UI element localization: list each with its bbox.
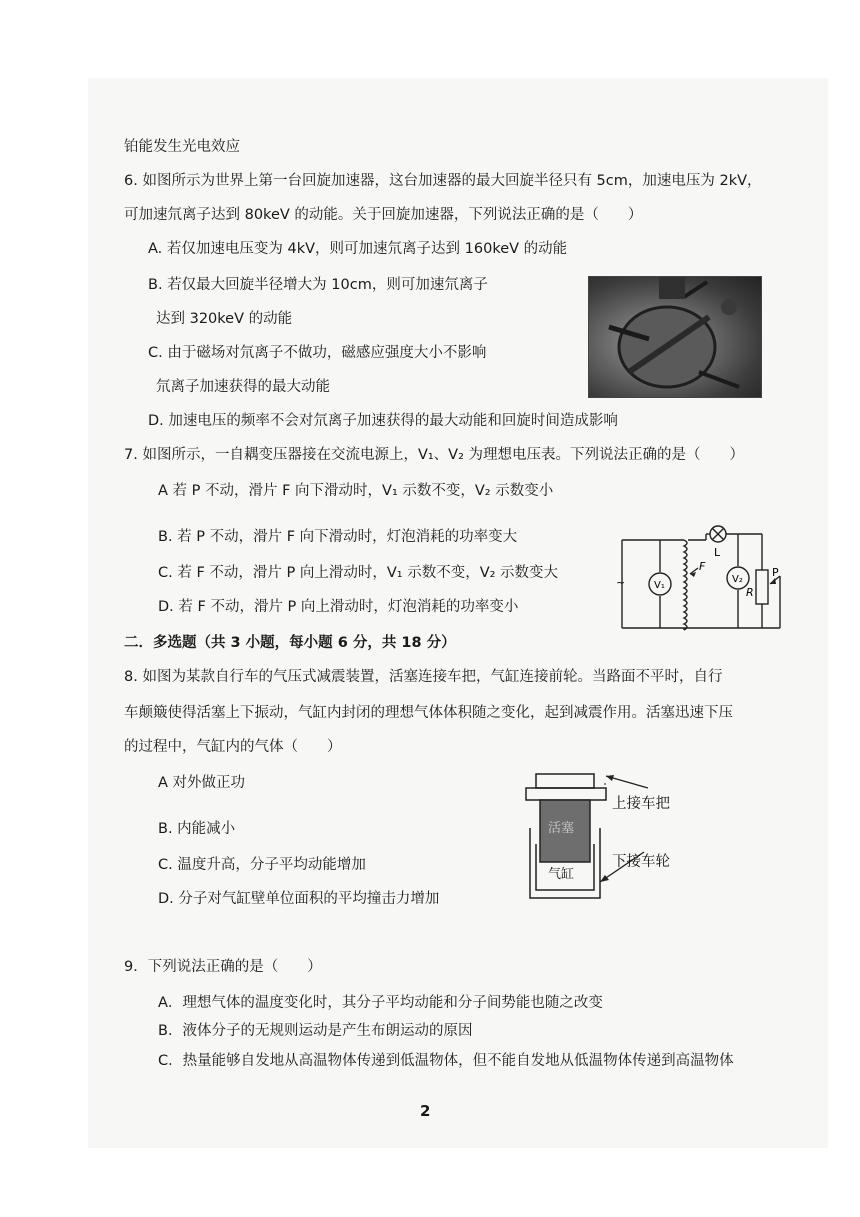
continuation-text: 铂能发生光电效应 — [124, 139, 240, 155]
q9-option-a: A．理想气体的温度变化时，其分子平均动能和分子间势能也随之改变 — [158, 995, 603, 1011]
q9-stem: 9．下列说法正确的是（ ） — [124, 959, 322, 975]
cyclotron-photo — [588, 276, 762, 398]
page-number: 2 — [420, 1102, 431, 1120]
q6-stem-line2: 可加速氘离子达到 80keV 的动能。关于回旋加速器，下列说法正确的是（ ） — [124, 207, 643, 223]
slider-p-label: P — [772, 566, 779, 579]
q9-option-b: B．液体分子的无规则运动是产生布朗运动的原因 — [158, 1023, 473, 1039]
section-2-heading: 二．多选题（共 3 小题，每小题 6 分，共 18 分） — [124, 635, 456, 651]
q7-option-b: B. 若 P 不动，滑片 F 向下滑动时，灯泡消耗的功率变大 — [158, 529, 518, 545]
autotransformer-circuit-diagram — [610, 520, 790, 638]
q8-stem-line2: 车颠簸使得活塞上下振动，气缸内封闭的理想气体体积随之变化，起到减震作用。活塞迅速下压 — [124, 705, 733, 721]
q6-option-b-line1: B. 若仅最大回旋半径增大为 10cm，则可加速氘离子 — [148, 277, 488, 293]
slider-f-label: F — [699, 560, 706, 573]
q6-stem-line1: 6. 如图所示为世界上第一台回旋加速器，这台加速器的最大回旋半径只有 5cm，加速电压为 2kV， — [124, 173, 762, 189]
q6-option-b-line2: 达到 320keV 的动能 — [156, 311, 293, 327]
shock-absorber-diagram — [520, 768, 700, 910]
q8-stem-line3: 的过程中，气缸内的气体（ ） — [124, 739, 342, 755]
q8-option-d: D. 分子对气缸壁单位面积的平均撞击力增加 — [158, 891, 440, 907]
q7-option-d: D. 若 F 不动，滑片 P 向上滑动时，灯泡消耗的功率变小 — [158, 599, 519, 615]
v2-meter-label: V₂ — [732, 574, 743, 585]
q8-option-a: A 对外做正功 — [158, 775, 246, 791]
handlebar-label: 上接车把 — [612, 796, 670, 812]
q8-option-c: C. 温度升高，分子平均动能增加 — [158, 857, 366, 873]
q6-option-d: D. 加速电压的频率不会对氘离子加速获得的最大动能和回旋时间造成影响 — [148, 413, 618, 429]
cylinder-label: 气缸 — [548, 867, 575, 882]
lamp-label: L — [714, 546, 721, 559]
q6-option-c-line1: C. 由于磁场对氘离子不做功，磁感应强度大小不影响 — [148, 345, 487, 361]
q8-stem-line1: 8. 如图为某款自行车的气压式减震装置，活塞连接车把，气缸连接前轮。当路面不平时，自行 — [124, 669, 723, 685]
q9-option-c: C．热量能够自发地从高温物体传递到低温物体，但不能自发地从低温物体传递到高温物体 — [158, 1053, 734, 1069]
q6-option-a: A. 若仅加速电压变为 4kV，则可加速氘离子达到 160keV 的动能 — [148, 241, 568, 257]
resistor-r-label: R — [746, 586, 754, 599]
q7-option-a: A 若 P 不动，滑片 F 向下滑动时，V₁ 示数不变，V₂ 示数变小 — [158, 483, 554, 499]
q7-stem: 7. 如图所示，一自耦变压器接在交流电源上，V₁、V₂ 为理想电压表。下列说法正确的是（ ） — [124, 447, 745, 463]
q6-option-c-line2: 氘离子加速获得的最大动能 — [156, 379, 330, 395]
q8-option-b: B. 内能减小 — [158, 821, 236, 837]
v1-meter-label: V₁ — [654, 580, 665, 591]
wheel-label: 下接车轮 — [612, 854, 670, 870]
piston-label: 活塞 — [548, 821, 575, 836]
q7-option-c: C. 若 F 不动，滑片 P 向上滑动时，V₁ 示数不变，V₂ 示数变大 — [158, 565, 559, 581]
ac-source-symbol: ~ — [616, 576, 626, 589]
